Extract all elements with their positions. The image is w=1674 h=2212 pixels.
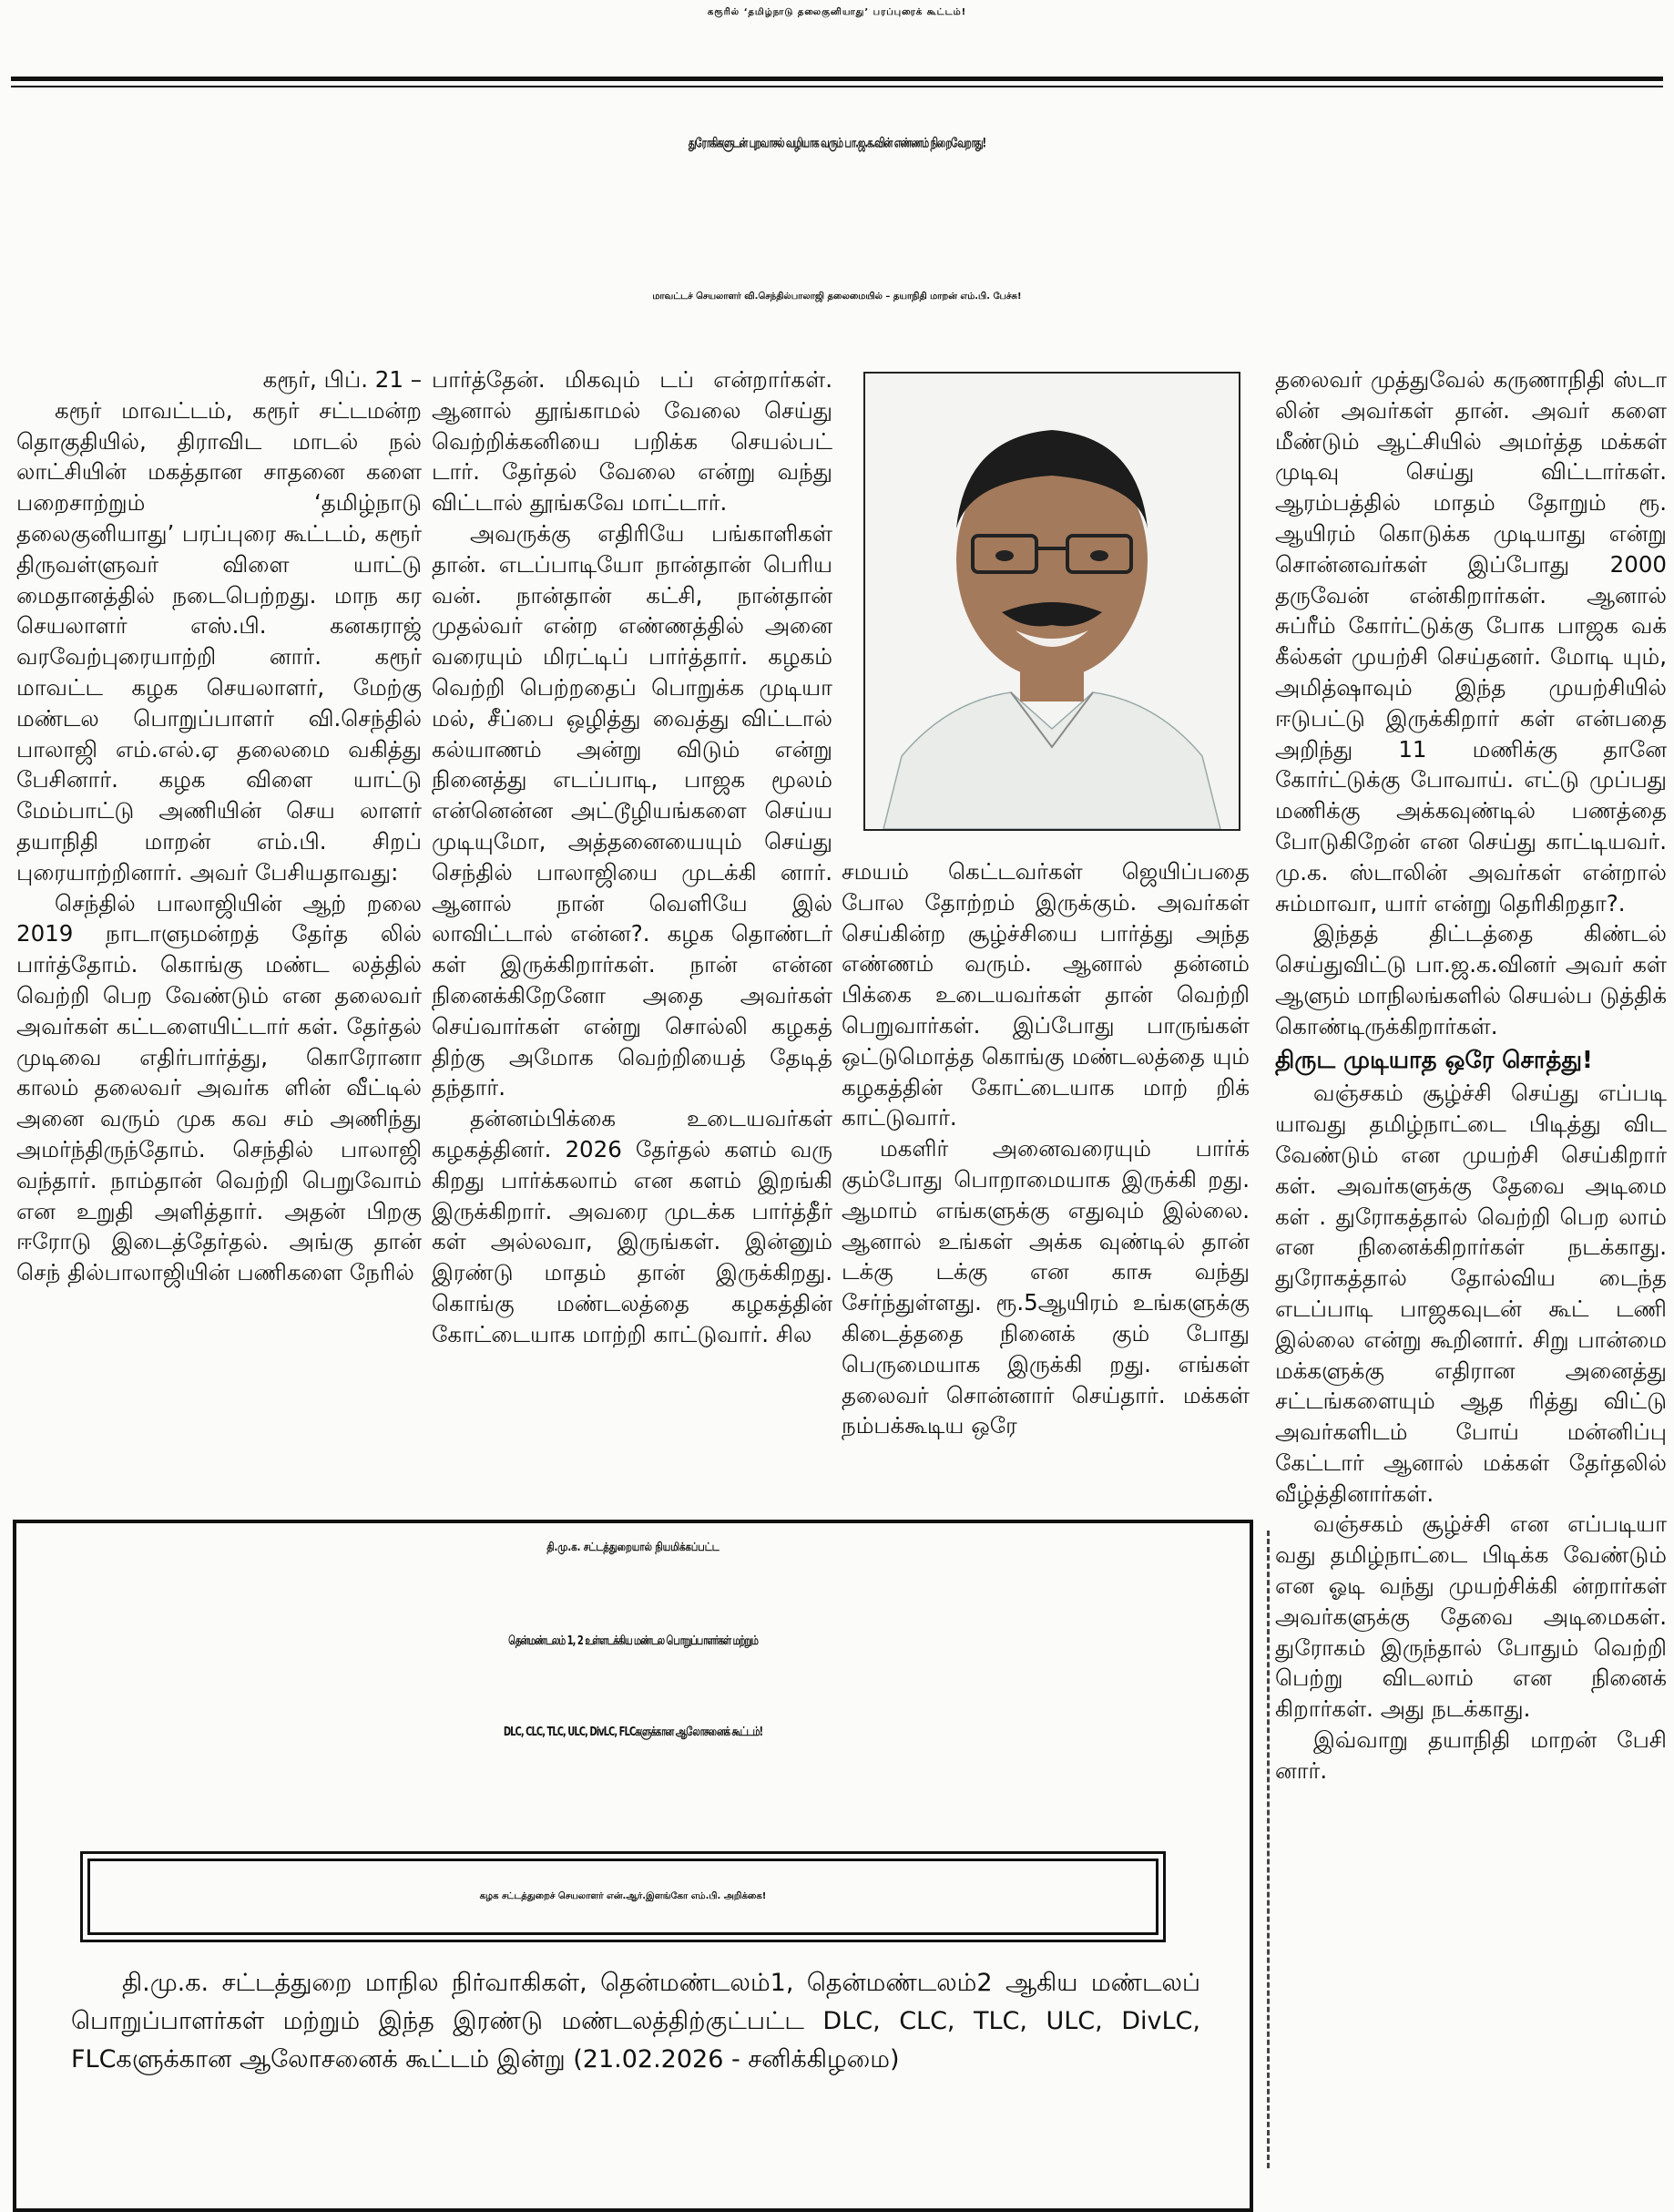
subheadline: மாவட்டச் செயலாளர் வி.செந்தில்பாலாஜி தலைமையில் – தயாநிதி மாறன் எம்.பி. பேச்சு! [652, 292, 1022, 302]
box-headline-2: தென்மண்டலம் 1, 2 உள்ளடக்கிய மண்டல பொறுப்பாளர்கள் மற்றும் [508, 1634, 758, 1648]
paragraph: இந்தத் திட்டத்தை கிண்டல் செய்துவிட்டு பா.ஜ.க.வினர் அவர் கள் ஆளும் மாநிலங்களில் செயல்ப டுத்திக் கொண்டிருக்கிறார்கள். [1275, 920, 1667, 1039]
box-body [71, 1964, 1200, 2079]
article-column-2 [432, 364, 832, 1350]
box-headline-3: DLC, CLC, TLC, ULC, DivLC, FLCகளுக்கான ஆலோசனைக் கூட்டம்! [503, 1726, 763, 1739]
article-column-4 [1275, 364, 1667, 1787]
article-column-1 [16, 364, 422, 1288]
box-subheadline: கழக சட்டத்துறைச் செயலாளர் என்.ஆர்.இளங்கோ எம்.பி. அறிக்கை! [87, 1859, 1159, 1935]
kicker-headline: கரூரில் ‘தமிழ்நாடு தலைகுனியாது’ பரப்புரைக் கூட்டம்! [707, 7, 967, 17]
paragraph: இவ்வாறு தயாநிதி மாறன் பேசி னார். [1275, 1726, 1667, 1784]
paragraph: சமயம் கெட்டவர்கள் ஜெயிப்பதை போல தோற்றம் இருக்கும். அவர்கள் செய்கின்ற சூழ்ச்சியை பார்த்து அந்த எண்ணம் வரும். ஆனால் தன்னம் பிக்கை உடையவர்கள் தான் வெற்றி பெறுவார்கள். இப்போது பாருங்கள் ஒட்டுமொத்த கொங்கு மண்டலத்தை யும் கழகத்தின் கோட்டையாக மாற் றிக் காட்டுவார். [842, 858, 1250, 1132]
main-headline: துரோகிகளுடன் புறவாசல் வழியாக வரும் பா.ஜ.க.வின் எண்ணம் நிறைவேறாது! [688, 137, 986, 151]
paragraph: மகளிர் அனைவரையும் பார்க் கும்போது பொறாமையாக இருக்கி றது. ஆமாம் எங்களுக்கு எதுவும் இல்லை. ஆனால் உங்கள் அக்க வுண்டில் தான் டக்கு டக்கு என காசு வந்து சேர்ந்துள்ளது. ரூ.5ஆயிரம் உங்களுக்கு கிடைத்ததை நினைக் கும் போது பெருமையாக இருக்கி றது. எங்கள் தலைவர் சொன்னார் செய்தார். மக்கள் நம்பக்கூடிய ஒரே [842, 1135, 1250, 1439]
portrait-photo [863, 372, 1240, 831]
paragraph: தலைவர் முத்துவேல் கருணாநிதி ஸ்டா லின் அவர்கள் தான். அவர் களை மீண்டும் ஆட்சியில் அமர்த்த மக்கள் முடிவு செய்து விட்டார்கள். ஆரம்பத்தில் மாதம் தோறும் ரூ. ஆயிரம் கொடுக்க முடியாது என்று சொன்னவர்கள் இப்போது 2000 தருவேன் என்கிறார்கள். ஆனால் சுப்ரீம் கோர்ட்டுக்கு போக பாஜக வக் கீல்கள் முயற்சி செய்தனர். மோடி யும், அமித்ஷாவும் இந்த முயற்சியில் ஈடுபட்டு இருக்கிறார் கள் என்பதை அறிந்து 11 மணிக்கு தானே கோர்ட்டுக்கு போவாய். எட்டு முப்பது மணிக்கு அக்கவுண்டில் பணத்தை போடுகிறேன் என செய்து காட்டியவர். மு.க. ஸ்டாலின் அவர்கள் என்றால் சும்மாவா, யார் என்று தெரிகிறதா?. [1275, 366, 1667, 917]
paragraph: வஞ்சகம் சூழ்ச்சி செய்து எப்படி யாவது தமிழ்நாட்டை பிடித்து விட வேண்டும் என முயற்சி செய்கிறார் கள். அவர்களுக்கு தேவை அடிமை கள் . துரோகத்தால் வெற்றி பெற லாம் என நினைக்கிறார்கள் நடக்காது. துரோகத்தால் தோல்விய டைந்த எடப்பாடி பாஜகவுடன் கூட் டணி இல்லை என்று கூறினார். சிறு பான்மை மக்களுக்கு எதிரான அனைத்து சட்டங்களையும் ஆத ரித்து விட்டு அவர்களிடம் போய் மன்னிப்பு கேட்டார் ஆனால் மக்கள் தேர்தலில் வீழ்த்தினார்கள். [1275, 1080, 1667, 1507]
box-headline-1: தி.மு.க. சட்டத்துறையால் நியமிக்கப்பட்ட [546, 1541, 720, 1554]
rule-thin [11, 86, 1663, 87]
announcement-box [13, 1520, 1253, 2212]
dateline: கரூர், பிப். 21 – [262, 366, 422, 393]
column-divider [1267, 1531, 1270, 2168]
section-subtitle: திருட முடியாத ஒரே சொத்து! [1275, 1046, 1593, 1074]
article-column-3 [842, 856, 1250, 1441]
paragraph: வஞ்சகம் சூழ்ச்சி என எப்படியா வது தமிழ்நாட்டை பிடிக்க வேண்டும் என ஓடி வந்து முயற்சிக்கி ன்றார்கள் அவர்களுக்கு தேவை அடிமைகள். துரோகம் இருந்தால் போதும் வெற்றி பெற்று விடலாம் என நினைக் கிறார்கள். அது நடக்காது. [1275, 1511, 1667, 1723]
paragraph: தி.மு.க. சட்டத்துறை மாநில நிர்வாகிகள், தென்மண்டலம்1, தென்மண்டலம்2 ஆகிய மண்டலப் பொறுப்பாளர்கள் மற்றும் இந்த இரண்டு மண்டலத்திற்குட்பட்ட DLC, CLC, TLC, ULC, DivLC, FLCகளுக்கான ஆலோசனைக் கூட்டம் இன்று (21.02.2026 - சனிக்கிழமை) [71, 1969, 1200, 2074]
paragraph: தன்னம்பிக்கை உடையவர்கள் கழகத்தினர். 2026 தேர்தல் களம் வரு கிறது பார்க்கலாம் என களம் இறங்கி இருக்கிறார். அவரை முடக்க பார்த்தீர் கள் அல்லவா, இருங்கள். இன்னும் இரண்டு மாதம் தான் இருக்கிறது. கொங்கு மண்டலத்தை கழகத்தின் கோட்டையாக மாற்றி காட்டுவார். சில [432, 1105, 832, 1347]
paragraph: பார்த்தேன். மிகவும் டப் என்றார்கள். ஆனால் தூங்காமல் வேலை செய்து வெற்றிக்கனியை பறிக்க செயல்பட் டார். தேர்தல் வேலை என்று வந்து விட்டால் தூங்கவே மாட்டார். [432, 366, 832, 517]
paragraph: கரூர் மாவட்டம், கரூர் சட்டமன்ற தொகுதியில், திராவிட மாடல் நல் லாட்சியின் மகத்தான சாதனை களை பறைசாற்றும் ‘தமிழ்நாடு தலைகுனியாது’ பரப்புரை கூட்டம், கரூர் திருவள்ளுவர் விளை யாட்டு மைதானத்தில் நடைபெற்றது. மாந கர செயலாளர் எஸ்.பி. கனகராஜ் வரவேற்புரையாற்றி னார். கரூர் மாவட்ட கழக செயலாளர், மேற்கு மண்டல பொறுப்பாளர் வி.செந்தில் பாலாஜி எம்.எல்.ஏ தலைமை வகித்து பேசினார். கழக விளை யாட்டு மேம்பாட்டு அணியின் செய லாளர் தயாநிதி மாறன் எம்.பி. சிறப் புரையாற்றினார். அவர் பேசியதாவது: [16, 396, 422, 886]
paragraph: அவருக்கு எதிரியே பங்காளிகள் தான். எடப்பாடியோ நான்தான் பெரிய வன். நான்தான் கட்சி, நான்தான் முதல்வர் என்ற எண்ணத்தில் அனை வரையும் மிரட்டிப் பார்த்தார். கழகம் வெற்றி பெற்றதைப் பொறுக்க முடியா மல், சீப்பை ஒழித்து வைத்து விட்டால் கல்யாணம் அன்று விடும் என்று நினைத்து எடப்பாடி, பாஜக மூலம் என்னென்ன அட்டூழியங்களை செய்ய முடியுமோ, அத்தனையையும் செய்து செந்தில் பாலாஜியை முடக்கி னார். ஆனால் நான் வெளியே இல் லாவிட்டால் என்ன?. கழக தொண்டர் கள் இருக்கிறார்கள். நான் என்ன நினைக்கிறேனோ அதை அவர்கள் செய்வார்கள் என்று சொல்லி கழகத் திற்கு அமோக வெற்றியைத் தேடித் தந்தார். [432, 519, 832, 1101]
portrait-photo-icon [865, 374, 1239, 829]
paragraph: செந்தில் பாலாஜியின் ஆற் றலை 2019 நாடாளுமன்றத் தேர்த லில் பார்த்தோம். கொங்கு மண்ட லத்தில் வெற்றி பெற வேண்டும் என தலைவர் அவர்கள் கட்டளையிட்டார் கள். தேர்தல் முடிவை எதிர்பார்த்து, கொரோனா காலம் தலைவர் அவர்க ளின் வீட்டில் அனை வரும் முக கவ சம் அணிந்து அமர்ந்திருந்தோம். செந்தில் பாலாஜி வந்தார். நாம்தான் வெற்றி பெறுவோம் என உறுதி அளித்தார். அதன் பிறகு ஈரோடு இடைத்தேர்தல். அங்கு தான் செந் தில்பாலாஜியின் பணிகளை நேரில் [16, 889, 422, 1286]
rule-top [11, 77, 1663, 81]
